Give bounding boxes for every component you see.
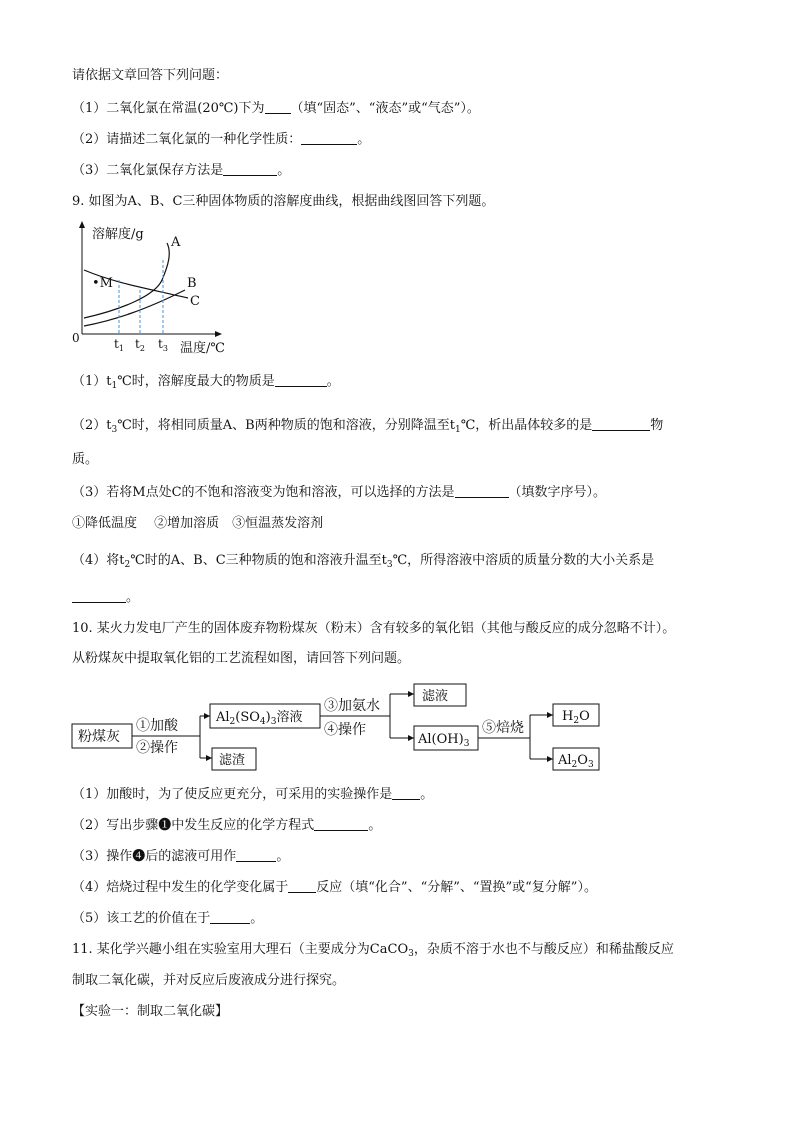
q10-part3-end: 。 [276,849,290,864]
arrow-head [408,735,414,741]
curve-b-label: B [187,276,197,291]
q11-section-heading: 【实验一：制取二氧化碳】 [72,1004,229,1019]
q11-line1 [72,942,674,962]
arrow-head [547,756,553,762]
q10-part3-text2: 后的滤液可用作 [145,849,237,864]
arrow-head [408,691,414,697]
q8-part2-text: （2）请描述二氧化氯的一种化学性质： [72,132,302,147]
q9-part2-cont: 质。 [72,452,99,467]
q9-part4-text: （4）将t [72,553,125,568]
answer-blank[interactable] [301,132,357,145]
subscript: 2 [124,560,131,570]
q9-part2-text4: 物 [650,418,664,433]
q9-part2-text3: ℃，析出晶体较多的是 [460,418,593,433]
y-axis-label: 溶解度/g [92,227,144,242]
q9-part3-text: （3）若将M点处C的不饱和溶液变为饱和溶液，可以选择的方法是 [72,485,455,500]
q9-part2-text: （2）t [72,418,112,433]
q10-part4-text: （4）焙烧过程中发生的化学变化属于 [72,880,289,895]
arrow-head [204,713,210,719]
q10-part2-end: 。 [368,818,382,833]
answer-blank[interactable] [392,787,420,800]
q9-part4-cont [72,590,139,606]
answer-blank[interactable] [265,101,291,114]
x-axis-label: 温度/℃ [180,341,225,356]
filtrate-label: 滤液 [422,689,449,704]
q10-part5-end: 。 [250,911,264,926]
q10-part1-end: 。 [420,787,434,802]
subscript: 3 [408,949,414,959]
answer-blank[interactable] [288,880,316,893]
arrow-head [547,712,553,718]
solubility-curve-graph [60,218,250,360]
q9-part4-end: 。 [126,590,140,605]
intro-text: 请依据文章回答下列问题： [72,68,229,83]
q9-part3 [72,485,606,501]
arrow-head [206,755,212,761]
q9-part2 [72,418,663,438]
q10-part1 [72,787,433,803]
answer-blank[interactable] [210,911,250,924]
q11-text: 11. 某化学兴趣小组在实验室用大理石（主要成分为CaCO [72,942,409,957]
q11-line2: 制取二氧化碳，并对反应后废液成分进行探究。 [72,973,346,988]
q10-line1: 10. 某火力发电厂产生的固体废弃物粉煤灰（粉末）含有较多的氧化铝（其他与酸反应的成分忽略不计）。 [72,621,676,636]
process-flow-diagram [70,678,610,774]
subscript: 3 [111,425,118,435]
q8-part2 [72,132,370,148]
q8-part1-text: （1）二氧化氯在常温(20℃)下为 [72,101,265,116]
al2so43-solution-label: $Al_2(SO_4)_3$溶液 [216,710,303,727]
answer-blank[interactable] [592,418,650,431]
t3-label: $t_3$ [158,337,168,353]
q8-part3 [72,163,290,179]
step-marker: ❹ [132,849,146,864]
q9-part4 [72,553,654,573]
q10-part4-hint: 反应（填“化合”、“分解”、“置换”或“复分解”）。 [316,880,597,895]
q8-part1-hint: （填“固态”、“液态”或“气态”）。 [290,101,480,116]
answer-blank[interactable] [236,849,276,862]
q10-part2 [72,818,381,834]
q8-part1 [72,101,480,117]
q9-part4-text2: ℃时的A、B、C三种物质的饱和溶液升温至t [130,553,387,568]
q10-part4 [72,880,597,896]
q9-part1-text: （1）t [72,374,112,389]
curve-a-label: A [171,235,181,250]
step5-label: ⑤焙烧 [482,720,524,736]
fly-ash-label: 粉煤灰 [78,729,120,745]
q9-part2-text2: ℃时，将相同质量A、B两种物质的饱和溶液，分别降温至t [117,418,455,433]
step3-label: ③加氨水 [324,698,380,714]
al2o3-label: $Al_2O_3$ [558,753,594,770]
step2-label: ②操作 [136,740,178,756]
answer-blank[interactable] [314,818,368,831]
step1-label: ①加酸 [136,718,178,734]
residue-label: 滤渣 [219,753,246,768]
h2o-label: $H_2O$ [562,709,590,726]
q9-part1-text2: ℃时，溶解度最大的物质是 [117,374,275,389]
q10-part5 [72,911,263,927]
q10-part2-text2: 中发生反应的化学方程式 [171,818,315,833]
q10-part3 [72,849,289,865]
x-axis-arrow [215,331,222,337]
q9-title: 9. 如图为A、B、C三种固体物质的溶解度曲线，根据曲线图回答下列题。 [72,194,495,209]
q9-options: ①降低温度 ②增加溶质 ③恒温蒸发溶剂 [72,516,324,531]
curve-b [84,290,185,326]
step4-label: ④操作 [324,722,366,738]
q8-part3-text: （3）二氧化氯保存方法是 [72,163,224,178]
q8-part3-end: 。 [277,163,291,178]
q9-part3-hint: （填数字序号）。 [508,485,607,500]
origin-label: 0 [72,331,80,345]
q9-part1-end: 。 [326,374,340,389]
q10-line2: 从粉煤灰中提取氧化铝的工艺流程如图，请回答下列问题。 [72,651,411,666]
q8-part2-end: 。 [357,132,371,147]
subscript: 1 [454,425,461,435]
curve-c-label: C [190,294,200,309]
q10-part3-text: （3）操作 [72,849,133,864]
t1-label: $t_1$ [114,337,124,353]
q9-part4-text3: ℃，所得溶液中溶质的质量分数的大小关系是 [392,553,655,568]
y-axis-arrow [79,221,85,228]
answer-blank[interactable] [275,374,327,387]
aloh3-label: $Al(OH)_3$ [418,732,470,749]
subscript: 1 [111,381,118,391]
subscript: 3 [386,560,393,570]
q10-part1-text: （1）加酸时，为了使反应更充分，可采用的实验操作是 [72,787,393,802]
answer-blank[interactable] [223,163,277,176]
q9-part1 [72,374,340,394]
t2-label: $t_2$ [135,337,145,353]
point-m-label: •M [92,276,113,291]
q10-part5-text: （5）该工艺的价值在于 [72,911,211,926]
step-marker: ❶ [158,818,172,833]
answer-blank[interactable] [72,590,126,603]
q11-text2: ，杂质不溶于水也不与酸反应）和稀盐酸反应 [413,942,674,957]
answer-blank[interactable] [455,485,509,498]
q10-part2-text: （2）写出步骤 [72,818,159,833]
